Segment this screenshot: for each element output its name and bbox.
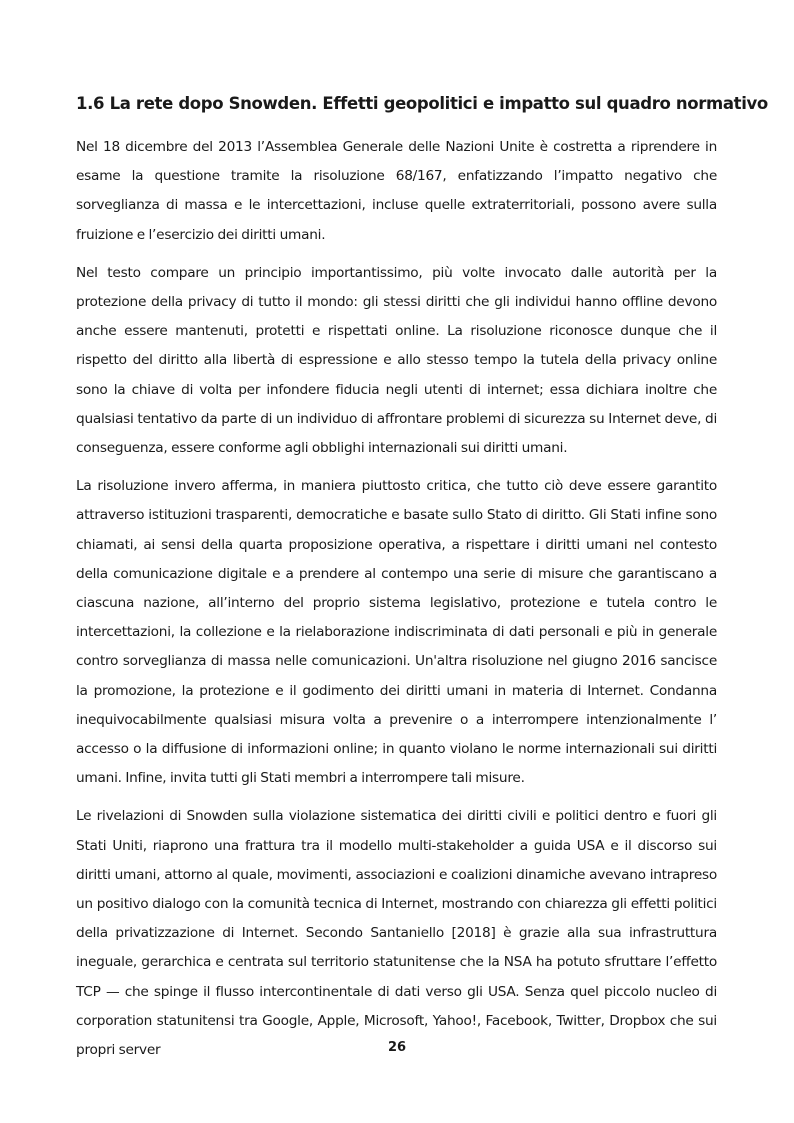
paragraph-3: La risoluzione invero afferma, in maniera piuttosto critica, che tutto ciò deve essere garantito attraverso istituzioni trasparenti, democratiche e basate sullo Stato di diritto. Gli Stati infine sono chiamati, ai sensi della quarta proposizione operativa, a rispettare i diritti umani nel contesto della comunicazione digitale e a prendere al contempo una serie di misure che garantiscano a ciascuna nazione, all’interno del proprio sistema legislativo, protezione e tutela contro le intercettazioni, la collezione e la rielaborazione indiscriminata di dati personali e più in generale contro sorveglianza di massa nelle comunicazioni. Un'altra risoluzione nel giugno 2016 sancisce la promozione, la protezione e il godimento dei diritti umani in materia di Internet. Condanna inequivocabilmente qualsiasi misura volta a prevenire o a interrompere intenzionalmente l’ accesso o la diffusione di informazioni online; in quanto violano le norme internazionali sui diritti umani. Infine, invita tutti gli Stati membri a interrompere tali misure. [76,478,717,787]
paragraph-2: Nel testo compare un principio importantissimo, più volte invocato dalle autorità per la protezione della privacy di tutto il mondo: gli stessi diritti che gli individui hanno offline devono anche essere mantenuti, protetti e rispettati online. La risoluzione riconosce dunque che il rispetto del diritto alla libertà di espressione e allo stesso tempo la tutela della privacy online sono la chiave di volta per infondere fiducia negli utenti di internet; essa dichiara inoltre che qualsiasi tentativo da parte di un individuo di affrontare problemi di sicurezza su Internet deve, di conseguenza, essere conforme agli obblighi internazionali sui diritti umani. [76,264,717,457]
paragraph-4: Le rivelazioni di Snowden sulla violazione sistematica dei diritti civili e politici dentro e fuori gli Stati Uniti, riaprono una frattura tra il modello multi-stakeholder a guida USA e il discorso sui diritti umani, attorno al quale, movimenti, associazioni e coalizioni dinamiche avevano intrapreso un positivo dialogo con la comunità tecnica di Internet, mostrando con chiarezza gli effetti politici della privatizzazione di Internet. Secondo Santaniello [2018] è grazie alla sua infrastruttura ineguale, gerarchica e centrata sul territorio statunitense che la NSA ha potuto sfruttare l’effetto TCP — che spinge il flusso intercontinentale di dati verso gli USA. Senza quel piccolo nucleo di corporation statunitensi tra Google, Apple, Microsoft, Yahoo!, Facebook, Twitter, Dropbox che sui propri server [76,808,717,1059]
body-text [76,133,717,1074]
paragraph-1: Nel 18 dicembre del 2013 l’Assemblea Generale delle Nazioni Unite è costretta a riprendere in esame la questione tramite la risoluzione 68/167, enfatizzando l’impatto negativo che sorveglianza di massa e le intercettazioni, incluse quelle extraterritoriali, possono avere sulla fruizione e l’esercizio dei diritti umani. [76,139,717,243]
section-heading: 1.6 La rete dopo Snowden. Effetti geopolitici e impatto sul quadro normativo [76,94,768,113]
page-number: 26 [387,1040,407,1055]
